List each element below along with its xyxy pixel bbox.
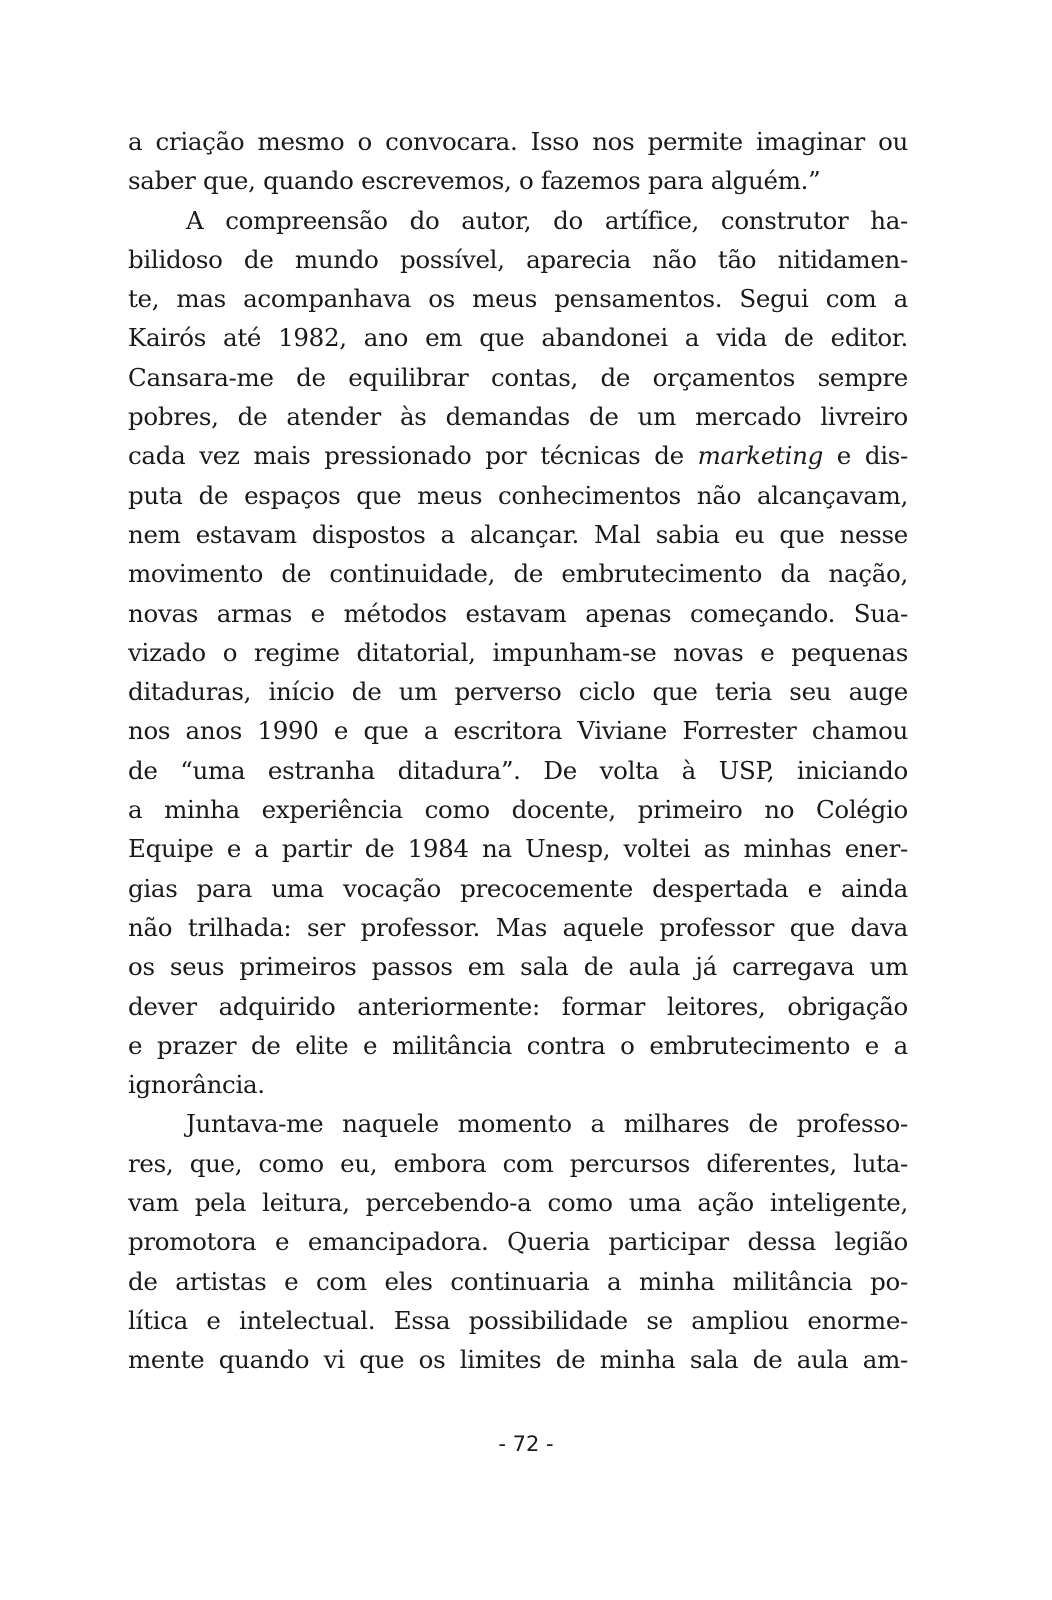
text-line: vizado o regime ditatorial, impunham-se novas e pequenas xyxy=(128,637,908,667)
text-line: não trilhada: ser professor. Mas aquele professor que dava xyxy=(128,912,908,942)
text-line: a criação mesmo o convocara. Isso nos permite imaginar ou xyxy=(128,127,908,156)
paragraph-2 xyxy=(128,201,908,1105)
text-line: e prazer de elite e militância contra o embrutecimento e a xyxy=(128,1030,908,1060)
text-line: mente quando vi que os limites de minha sala de aula am- xyxy=(128,1345,908,1375)
text-line: os seus primeiros passos em sala de aula já carregava um xyxy=(128,952,908,982)
text-line: saber que, quando escrevemos, o fazemos para alguém.” xyxy=(128,166,821,196)
text-line: a minha experiência como docente, primeiro no Colégio xyxy=(128,795,908,825)
text-line: res, que, como eu, embora com percursos diferentes, luta- xyxy=(128,1148,908,1178)
text-line: lítica e intelectual. Essa possibilidade se ampliou enorme- xyxy=(128,1305,908,1335)
paragraph-1 xyxy=(128,122,908,201)
text-line: pobres, de atender às demandas de um mercado livreiro xyxy=(128,402,908,432)
text-line: A compreensão do autor, do artífice, construtor ha- xyxy=(186,205,908,235)
italic-term: marketing xyxy=(697,441,823,471)
paragraph-3 xyxy=(128,1104,908,1379)
text-line: gias para uma vocação precocemente despertada e ainda xyxy=(128,873,908,903)
text-line: vam pela leitura, percebendo-a como uma ação inteligente, xyxy=(128,1188,908,1218)
text-line: movimento de continuidade, de embrutecimento da nação, xyxy=(128,559,908,589)
text-line: puta de espaços que meus conhecimentos não alcançavam, xyxy=(128,480,908,510)
text-line: nem estavam dispostos a alcançar. Mal sabia eu que nesse xyxy=(128,519,908,549)
text-line: nos anos 1990 e que a escritora Viviane Forrester chamou xyxy=(128,716,908,746)
text-line: cada vez mais pressionado por técnicas de marketing e dis- xyxy=(128,441,908,471)
text-line: ditaduras, início de um perverso ciclo que teria seu auge xyxy=(128,677,908,707)
text-line: novas armas e métodos estavam apenas começando. Sua- xyxy=(128,598,908,628)
text-line: bilidoso de mundo possível, aparecia não tão nitidamen- xyxy=(128,244,908,274)
text-line: Juntava-me naquele momento a milhares de professo- xyxy=(186,1109,908,1139)
page-number: - 72 - xyxy=(498,1432,554,1456)
page-body xyxy=(128,122,908,1380)
text-line: dever adquirido anteriormente: formar leitores, obrigação xyxy=(128,991,908,1021)
text-line: ignorância. xyxy=(128,1070,265,1100)
text-line: Kairós até 1982, ano em que abandonei a vida de editor. xyxy=(128,323,908,353)
text-line: Cansara-me de equilibrar contas, de orçamentos sempre xyxy=(128,362,908,392)
text-line: de “uma estranha ditadura”. De volta à USP, iniciando xyxy=(128,755,908,785)
text-line: te, mas acompanhava os meus pensamentos. Segui com a xyxy=(128,284,908,314)
text-line: promotora e emancipadora. Queria participar dessa legião xyxy=(128,1227,908,1257)
text-line: Equipe e a partir de 1984 na Unesp, voltei as minhas ener- xyxy=(128,834,908,864)
text-line: de artistas e com eles continuaria a minha militância po- xyxy=(128,1266,908,1296)
